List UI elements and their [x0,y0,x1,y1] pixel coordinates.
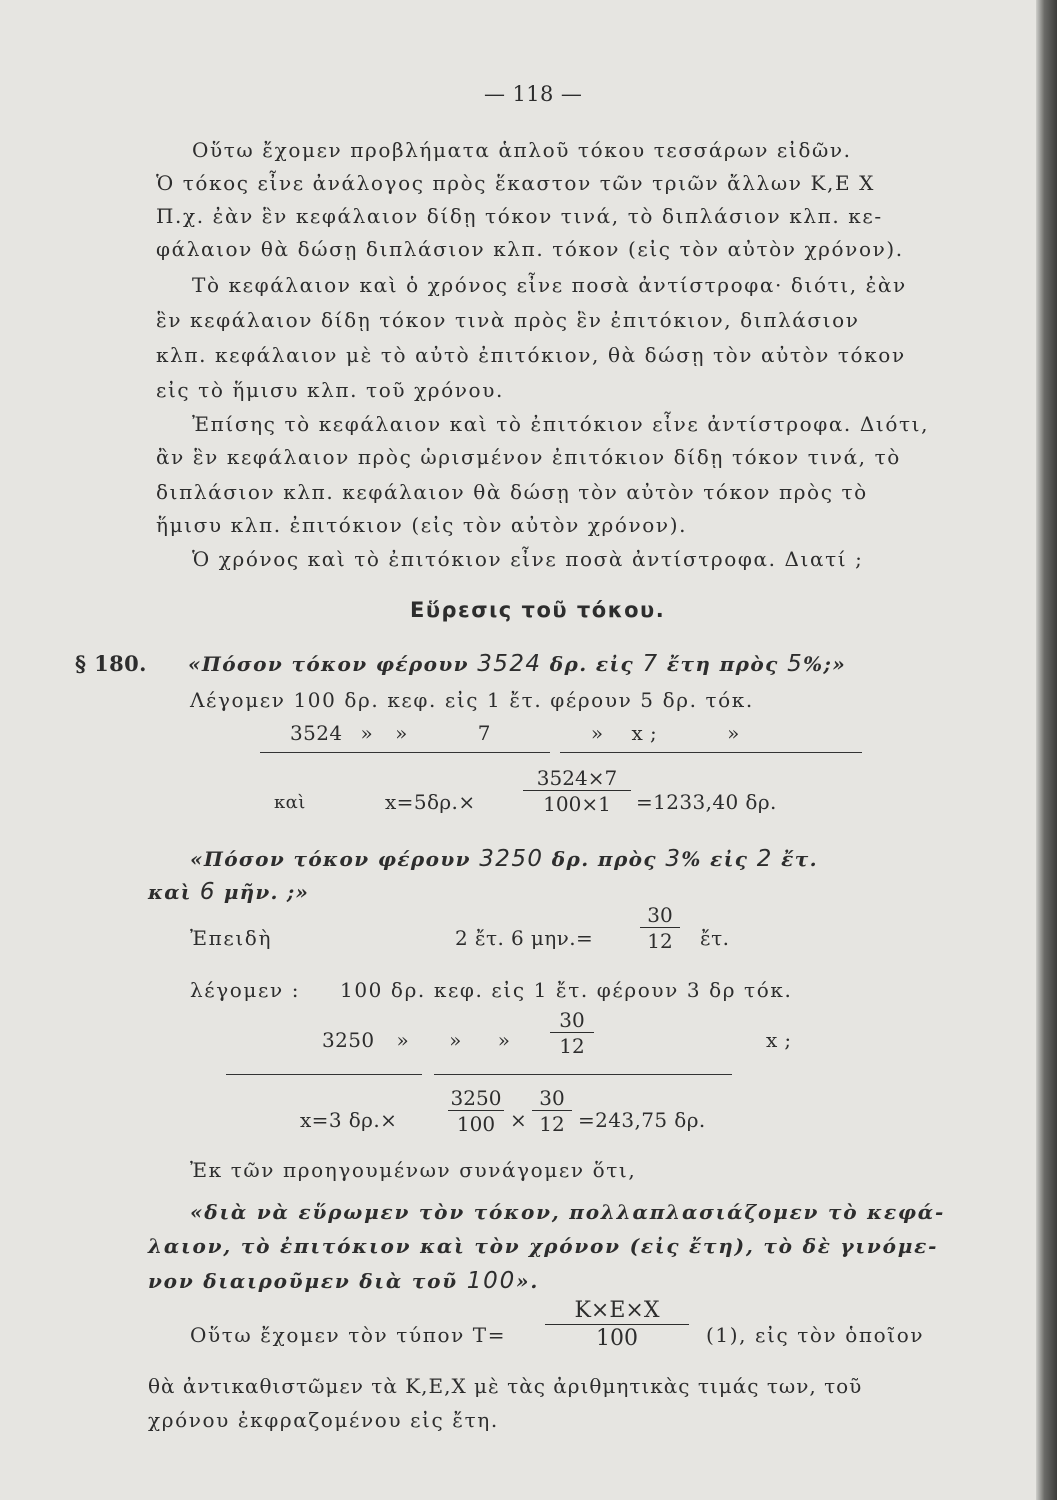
rule-line: λαιον, τὸ ἐπιτόκιον καὶ τὸν χρόνον (εἰς ἔτη), τὸ δὲ γινόμε- [148,1234,939,1258]
divider-line [560,752,862,753]
section-heading: Εὕρεσις τοῦ τόκου. [410,598,666,622]
formula-2-lhs: x=3 δρ.× [300,1108,398,1132]
divider-line [434,1074,732,1075]
text-line: χρόνου ἐκφραζομένου εἰς ἔτη. [148,1408,499,1432]
row-unknown: x ; [766,1028,792,1052]
text-line: εἰς τὸ ἥμισυ κλπ. τοῦ χρόνου. [156,378,504,402]
example-1-line: Λέγομεν 100 δρ. κεφ. εἰς 1 ἔτ. φέρουν 5 δρ. τόκ. [190,688,754,712]
formula-2-fraction-a: 3250 100 [448,1088,504,1134]
text-line: Τὸ κεφάλαιον καὶ ὁ χρόνος εἶνε ποσὰ ἀντίστροφα· διότι, ἐὰν [192,273,907,297]
text-line: ἂν ἓν κεφάλαιον πρὸς ὡρισμένον ἐπιτόκιον δίδῃ τόκον τινά, τὸ [156,445,901,469]
time-fraction: 30 12 [640,905,680,951]
page-number: — 118 — [484,82,583,106]
book-spine-edge [1036,0,1057,1500]
example-2-row: 3250 » » » [322,1028,511,1052]
problem-2-line2: καὶ 6 μῆν. ;» [148,879,310,905]
text-line: ἥμισυ κλπ. ἐπιτόκιον (εἰς τὸν αὐτὸν χρόνον). [156,513,688,537]
example-2-line: 100 δρ. κεφ. εἰς 1 ἔτ. φέρουν 3 δρ τόκ. [340,978,793,1002]
problem-2: «Πόσον τόκον φέρουν 3250 δρ. πρὸς 3% εἰς 2 ἔτ. [190,846,818,872]
formula-1-fraction: 3524×7 100×1 [523,768,631,814]
formula-1-lhs: x=5δρ.× [385,790,476,814]
formula-2-rhs: =243,75 δρ. [578,1108,706,1132]
rule-line: νον διαιροῦμεν διὰ τοῦ 100». [148,1268,540,1294]
divider-line [226,1074,422,1075]
row-fraction: 30 12 [550,1010,594,1056]
text-line: φάλαιον θὰ δώσῃ διπλάσιον κλπ. τόκον (εἰς τὸν αὐτὸν χρόνον). [156,237,904,261]
text-line: Ὁ χρόνος καὶ τὸ ἐπιτόκιον εἶνε ποσὰ ἀντίστροφα. Διατί ; [192,547,864,571]
text-line: κλπ. κεφάλαιον μὲ τὸ αὐτὸ ἐπιτόκιον, θὰ δώσῃ τὸν αὐτὸν τόκον [156,343,906,367]
formula-1-rhs: =1233,40 δρ. [636,790,777,814]
formula-2-times: × [510,1108,528,1132]
time-expression: 2 ἔτ. 6 μην.= [455,926,594,950]
rule-line: «διὰ νὰ εὕρωμεν τὸν τόκον, πολλαπλασιάζομεν τὸ κεφά- [190,1200,946,1224]
kai-label: καὶ [274,792,306,813]
problem-1: «Πόσον τόκον φέρουν 3524 δρ. εἰς 7 ἔτη πρὸς 5%;» [188,651,847,677]
text-line: θὰ ἀντικαθιστῶμεν τὰ Κ,Ε,Χ μὲ τὰς ἀριθμητικὰς τιμάς των, τοῦ [148,1374,863,1398]
epeidi-label: Ἐπειδὴ [190,926,273,950]
text-line: Π.χ. ἐὰν ἓν κεφάλαιον δίδῃ τόκον τινά, τὸ διπλάσιον κλπ. κε- [156,204,883,228]
formula-2-fraction-b: 30 12 [532,1088,572,1134]
conclusion-intro: Ἐκ τῶν προηγουμένων συνάγομεν ὅτι, [190,1158,637,1182]
time-unit: ἔτ. [700,926,730,950]
text-line: ἓν κεφάλαιον δίδῃ τόκον τινὰ πρὸς ἓν ἐπιτόκιον, διπλάσιον [156,308,860,332]
divider-line [260,752,550,753]
formula-followup: (1), εἰς τὸν ὁποῖον [706,1323,925,1347]
example-1-row: 3524 » » 7 » x ; » [290,721,740,745]
formula-intro: Οὕτω ἔχομεν τὸν τύπον Τ= [190,1323,507,1347]
section-number: § 180. [75,651,147,676]
text-line: Ὁ τόκος εἶνε ἀνάλογος πρὸς ἕκαστον τῶν τριῶν ἄλλων Κ,Ε Χ [156,171,875,195]
text-line: Ἐπίσης τὸ κεφάλαιον καὶ τὸ ἐπιτόκιον εἶνε ἀντίστροφα. Διότι, [192,412,930,436]
text-line: Οὕτω ἔχομεν προβλήματα ἁπλοῦ τόκου τεσσάρων εἰδῶν. [192,138,852,162]
main-formula-fraction: Κ×Ε×Χ 100 [545,1300,689,1350]
legomen-label: λέγομεν : [190,978,301,1002]
text-line: διπλάσιον κλπ. κεφάλαιον θὰ δώσῃ τὸν αὐτὸν τόκον πρὸς τὸ [156,480,868,504]
